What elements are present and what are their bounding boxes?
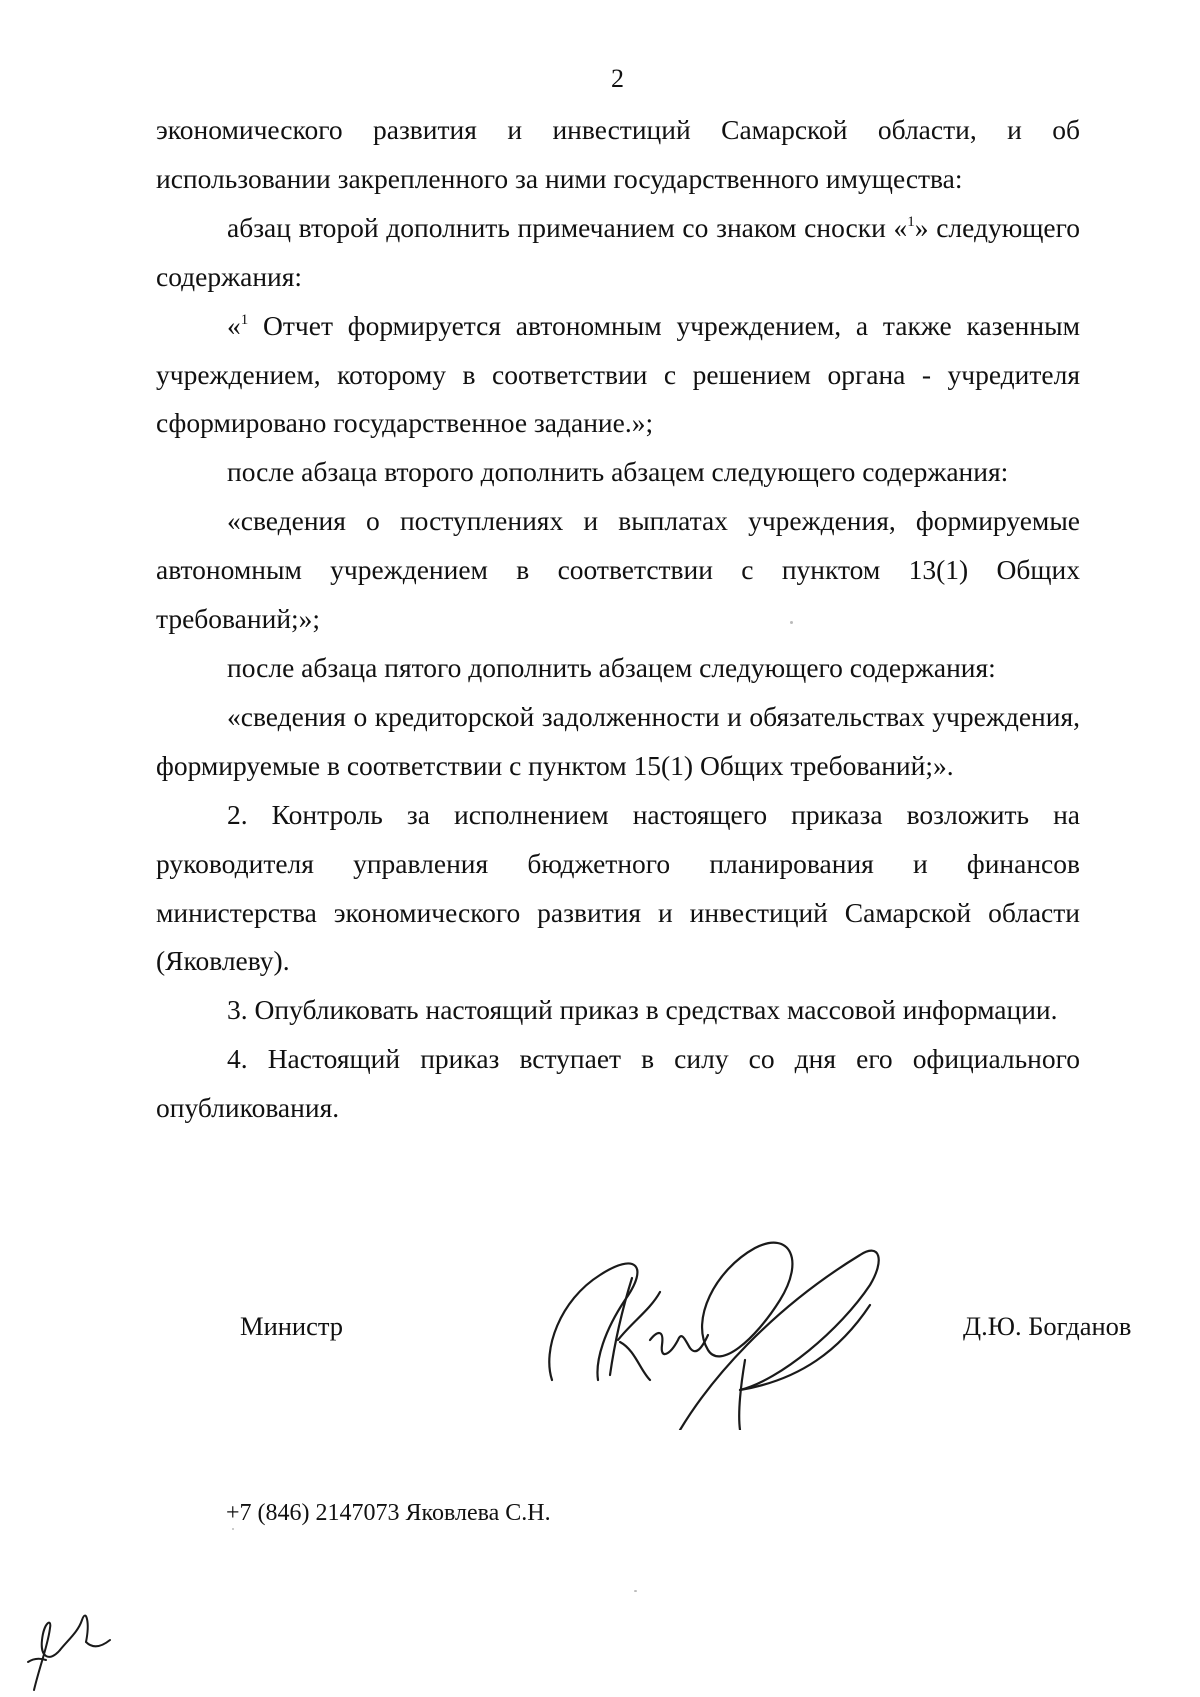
scan-speck: [634, 1590, 637, 1592]
signer-title: Министр: [240, 1311, 344, 1341]
paragraph-9: 3. Опубликовать настоящий приказ в средствах массовой информации.: [227, 994, 1058, 1026]
paragraph-1: экономического развития и инвестиций Самарской области, и об использовании закрепленного за ними государственного имущества:: [156, 114, 1080, 194]
handwritten-initials: [20, 1600, 140, 1697]
paragraph-6: после абзаца пятого дополнить абзацем следующего содержания:: [227, 651, 996, 683]
signer-name: Д.Ю. Богданов: [963, 1311, 1132, 1341]
paragraph-2-text: абзац второй дополнить примечанием со знаком сноски «: [227, 211, 908, 243]
paragraph-3-text: Отчет формируется автономным учреждением, а также казенным учреждением, которому в соответствии с решением органа - учредителя сформировано государственное задание.»;: [156, 309, 1080, 439]
scan-speck: [232, 1528, 234, 1530]
handwritten-signature: [540, 1230, 930, 1430]
paragraph-2-text-end: » следующего содержания:: [156, 211, 1080, 292]
paragraph-3: [156, 302, 1080, 449]
scan-speck: [790, 621, 793, 624]
paragraph-10: 4. Настоящий приказ вступает в силу со дня его официального опубликования.: [156, 1043, 1080, 1124]
paragraph-7: «сведения о кредиторской задолженности и обязательствах учреждения, формируемые в соответствии с пунктом 15(1) Общих требований;».: [156, 700, 1080, 781]
footnote-marker: 1: [240, 311, 249, 328]
contact-line: +7 (846) 2147073 Яковлева С.Н.: [226, 1500, 551, 1526]
paragraph-8: 2. Контроль за исполнением настоящего приказа возложить на руководителя управления бюджетного планирования и финансов министерства экономического развития и инвестиций Самарской области (Яковлеву).: [156, 798, 1080, 977]
paragraph-4: после абзаца второго дополнить абзацем следующего содержания:: [227, 456, 1009, 488]
document-body: [156, 106, 1080, 1133]
page-number: 2: [611, 64, 624, 93]
paragraph-5: «сведения о поступлениях и выплатах учреждения, формируемые автономным учреждением в соответствии с пунктом 13(1) Общих требований;»;: [156, 505, 1080, 635]
paragraph-2: [156, 204, 1080, 302]
footnote-marker: 1: [907, 213, 915, 230]
paragraph-3-quote: «: [227, 309, 241, 341]
